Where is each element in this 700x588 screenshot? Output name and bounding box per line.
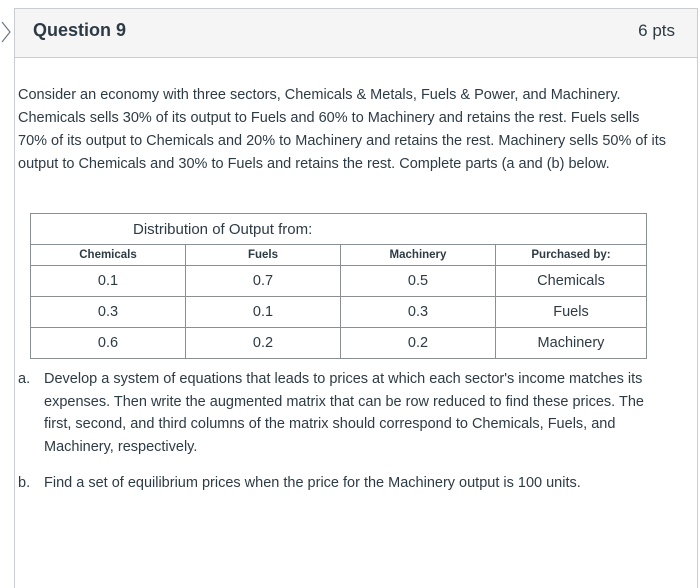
table-cell: 0.1 xyxy=(31,266,186,297)
question-points: 6 pts xyxy=(638,21,675,40)
table-caption-row xyxy=(31,214,647,245)
question-intro: Consider an economy with three sectors, Chemicals & Metals, Fuels & Power, and Machinery. Chemicals sells 30% of its output to Fuels and 60% to Machinery and retains the rest. Fuels sells 70% of its output to Chemicals and 20% to Machinery and retains the rest. Machinery sells 50% of its output to Chemicals and 30% to Fuels and retains the rest. Complete parts (a and (b) below. xyxy=(18,87,666,172)
table-header-purchased-by: Purchased by: xyxy=(496,245,647,266)
question-header xyxy=(15,9,697,58)
table-cell: 0.3 xyxy=(31,297,186,328)
chevron-right-icon[interactable] xyxy=(0,20,12,44)
table-row xyxy=(31,297,647,328)
table-header-row xyxy=(31,245,647,266)
table-cell: 0.1 xyxy=(186,297,341,328)
part-b xyxy=(18,472,674,495)
table-cell: Chemicals xyxy=(496,266,647,297)
table-row xyxy=(31,328,647,359)
table-header-machinery: Machinery xyxy=(341,245,496,266)
part-text: Develop a system of equations that leads to prices at which each sector's income matches its expenses. Then write the augmented matrix that can be row reduced to find these prices. The first, second, and third columns of the matrix should correspond to Chemicals, Fuels, and Machinery, respectively. xyxy=(44,371,644,455)
table-header-chemicals: Chemicals xyxy=(31,245,186,266)
table-header-fuels: Fuels xyxy=(186,245,341,266)
question-parts xyxy=(18,368,674,509)
table-cell: 0.5 xyxy=(341,266,496,297)
table-row xyxy=(31,266,647,297)
table-cell: 0.2 xyxy=(341,328,496,359)
table-cell: 0.7 xyxy=(186,266,341,297)
part-a xyxy=(18,368,674,458)
table-cell: 0.6 xyxy=(31,328,186,359)
part-text: Find a set of equilibrium prices when the price for the Machinery output is 100 units. xyxy=(44,475,581,491)
table-cell: Machinery xyxy=(496,328,647,359)
table-caption: Distribution of Output from: xyxy=(31,214,647,245)
table-cell: 0.2 xyxy=(186,328,341,359)
distribution-table xyxy=(30,213,647,359)
part-letter: a. xyxy=(18,371,31,387)
table-cell: 0.3 xyxy=(341,297,496,328)
part-letter: b. xyxy=(18,475,31,491)
table-cell: Fuels xyxy=(496,297,647,328)
question-title: Question 9 xyxy=(33,20,127,40)
